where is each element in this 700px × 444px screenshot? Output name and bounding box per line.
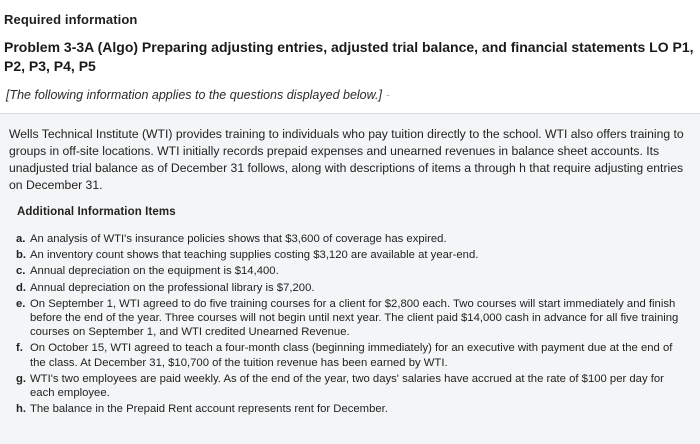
list-item bbox=[16, 297, 686, 340]
item-letter: g. bbox=[16, 372, 27, 385]
item-letter: c. bbox=[16, 265, 26, 278]
item-letter: d. bbox=[16, 281, 27, 294]
item-letter: b. bbox=[16, 249, 27, 262]
info-note-text: [The following information applies to the questions displayed below.] bbox=[6, 88, 382, 102]
item-text: Annual depreciation on the equipment is $14,400. bbox=[30, 265, 279, 278]
required-information-label: Required information bbox=[4, 12, 138, 27]
item-text: The balance in the Prepaid Rent account represents rent for December. bbox=[30, 403, 388, 416]
item-text: On September 1, WTI agreed to do five training courses for a client for $2,800 each. Two courses will start immediately and finish before the end of the year. Three courses will not begin until next year. The client paid $14,000 cash in advance for all five training courses on September 1, and WTI credited Unearned Revenue. bbox=[30, 297, 679, 339]
item-text: An analysis of WTI's insurance policies shows that $3,600 of coverage has expired. bbox=[30, 233, 447, 245]
item-text: An inventory count shows that teaching supplies costing $3,120 are available at year-end. bbox=[30, 249, 479, 262]
item-text: Annual depreciation on the professional library is $7,200. bbox=[30, 281, 315, 294]
item-letter: a. bbox=[16, 233, 26, 245]
problem-title: Problem 3-3A (Algo) Preparing adjusting entries, adjusted trial balance, and financial statements LO P1, P2, P3, P4, P5 bbox=[4, 39, 694, 74]
item-letter: h. bbox=[16, 403, 27, 416]
item-text: WTI's two employees are paid weekly. As of the end of the year, two days' salaries have accrued at the rate of $100 per day for each employee. bbox=[30, 372, 664, 400]
list-item bbox=[16, 372, 686, 400]
info-note bbox=[6, 88, 390, 102]
dash-mark: - bbox=[385, 88, 391, 102]
intro-paragraph: Wells Technical Institute (WTI) provides training to individuals who pay tuition directly to the school. WTI also offers training to groups in off-site locations. WTI initially records prepaid expenses and unearned revenues in balance sheet accounts. Its unadjusted trial balance as of December 31 follows, along with descriptions of items a through h that require adjusting entries on December 31. bbox=[9, 127, 684, 192]
list-item bbox=[16, 341, 686, 369]
item-text: On October 15, WTI agreed to teach a four-month class (beginning immediately) for an executive with payment due at the end of the class. At December 31, $10,700 of the tuition revenue has been earned by WTI. bbox=[30, 342, 673, 369]
item-letter: e. bbox=[16, 297, 26, 310]
information-panel bbox=[0, 113, 700, 444]
list-item bbox=[16, 248, 686, 262]
list-item bbox=[16, 232, 686, 246]
problem-header bbox=[0, 0, 700, 112]
additional-information-heading: Additional Information Items bbox=[17, 206, 176, 218]
list-item bbox=[16, 264, 686, 278]
item-letter: f. bbox=[16, 342, 23, 355]
list-item bbox=[16, 281, 686, 295]
additional-items-list bbox=[16, 232, 686, 418]
list-item bbox=[16, 402, 686, 416]
